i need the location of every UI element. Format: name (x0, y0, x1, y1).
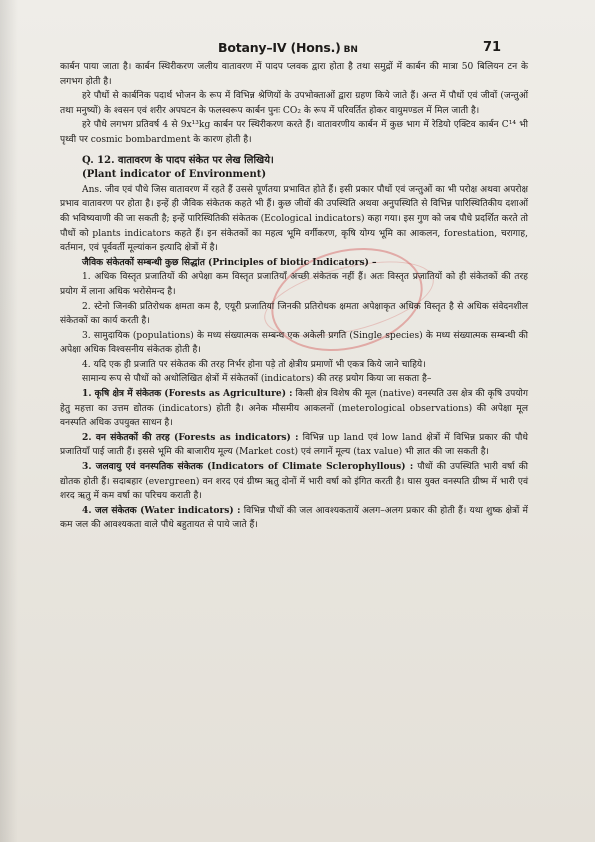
running-head-title: Botany–IV (Hons.) (218, 40, 341, 55)
paragraph: सामान्य रूप से पौधों को अधोलिखित क्षेत्रों में संकेतकों (indicators) की तरह प्रयोग किया जा सकता है– (82, 374, 432, 385)
indicator-heading: 1. कृषि क्षेत्र में संकेतक (Forests as Agriculture) : (82, 388, 293, 400)
indicator-item (60, 460, 528, 504)
indicator-text: विभिन्न पौधों की जल आवश्यकतायें अलग–अलग प्रकार की होती हैं। यथा शुष्क क्षेत्रों में कम जल की आवश्यकता वाले पौधे बहुतायत से पाये जाते हैं। (60, 505, 528, 531)
paragraph: हरे पौधों से कार्बनिक पदार्थ भोजन के रूप में विभिन्न श्रेणियों के उपभोक्ताओं द्वारा ग्रहण किये जाते हैं। अन्त में पौधों एवं जीवों (जन्तुओं तथा मनुष्यों) के श्वसन एवं शरीर अपघटन के फलस्वरूप कार्बन पुनः CO₂ के रूप में परिवर्तित होकर वायुमण्डल में मिल जाती है। (60, 91, 528, 116)
principle-item: 3. सामुदायिक (populations) के मध्य संख्यात्मक सम्बन्ध एक अकेली प्रगति (Single species) के मध्य संख्यात्मक सम्बन्धी की अपेक्षा अधिक विश्वसनीय संकेतक होती है। (60, 330, 528, 356)
paragraph: कार्बन पाया जाता है। कार्बन स्थिरीकरण जलीय वातावरण में पादप प्लवक द्वारा होता है तथा समुद्रों में कार्बन की मात्रा 50 बिलियन टन के लगभग होती है। (60, 62, 528, 87)
principle-item: 4. यदि एक ही प्रजाति पर संकेतक की तरह निर्भर होना पड़े तो क्षेत्रीय प्रमाणों भी एकत्र किये जाने चाहिये। (82, 359, 426, 370)
principles-heading: जैविक संकेतकों सम्बन्धी कुछ सिद्धांत (Principles of biotic Indicators) – (82, 256, 377, 268)
page-body (60, 60, 528, 533)
page-number: 71 (483, 40, 502, 55)
question-subheading: (Plant indicator of Environment) (82, 169, 267, 181)
page-edge-shadow (0, 0, 18, 842)
page-header (0, 38, 595, 60)
principle-item: 1. अधिक विस्तृत प्रजातियों की अपेक्षा कम विस्तृत प्रजातियाँ अच्छी संकेतक नहीं हैं। अतः विस्तृत प्रजातियों को ही संकेतकों की तरह प्रयोग में लाना अधिक भरोसेमन्द है। (60, 272, 528, 297)
indicator-heading: 4. जल संकेतक (Water indicators) : (82, 504, 241, 516)
indicator-heading: 2. वन संकेतकों की तरह (Forests as indicators) : (82, 431, 299, 443)
question-heading: Q. 12. वातावरण के पादप संकेत पर लेख लिखिये। (82, 154, 274, 166)
indicator-text: विभिन्न up land एवं low land क्षेत्रों में विभिन्न प्रकार की पौधे प्रजातियाँ पाई जाती हैं। इससे भूमि की बाजारीय मूल्य (Market cost) एवं लगानें मूल्य (tax value) भी ज्ञात की जा सकती है। (60, 432, 528, 458)
indicator-item (60, 387, 528, 431)
principle-item: 2. स्टेनो जिनकी प्रतिरोधक क्षमता कम है, एयूरी प्रजातियां जिनकी प्रतिरोधक क्षमता अपेक्षाकृत अधिक विस्तृत है से अधिक संवेदनशील संकेतकों का कार्य करती है। (60, 301, 528, 327)
running-head (218, 40, 358, 55)
running-head-suffix: BN (343, 45, 358, 55)
answer-paragraph: Ans. जीव एवं पौधे जिस वातावरण में रहते हैं उससे पूर्णतया प्रभावित होते हैं। इसी प्रकार पौधों एवं जन्तुओं का भी परोक्ष अथवा अपरोक्ष प्रभाव वातावरण पर होता है। इन्हें ही जैविक संकेतक कहते भी हैं। कुछ जीवों की उपस्थिति अथवा अनुपस्थिति से विभिन्न पारिस्थितिकीय दशाओं की भविष्यवाणी की जा सकती है; इन्हें पारिस्थितिकी संकेतक (Ecological indicators) कहा गया। इस गुण को जब पौधे प्रदर्शित करते तो पौधों को plants indicators कहते हैं। इन संकेतकों का महत्व भूमि वर्गीकरण, कृषि योग्य भूमि का आकलन, forestation, चरागाह, वर्तमान, एवं पूर्ववर्ती मूल्यांकन इत्यादि क्षेत्रों में है। (60, 184, 528, 254)
indicator-text: किसी क्षेत्र विशेष की मूल (native) वनस्पति उस क्षेत्र की कृषि उपयोग हेतु महत्ता का उत्तम द्योतक (indicators) होती है। अनेक मौसमीय आकलनों (meterological observations) की अपेक्षा मूल वनस्पति अधिक उपयुक्त साधन है। (60, 389, 528, 429)
indicator-heading: 3. जलवायु एवं वनस्पतिक संकेतक (Indicators of Climate Sclerophyllous) : (82, 461, 414, 473)
indicator-item (60, 431, 528, 460)
indicator-item (60, 504, 528, 533)
indicator-text: पौधों की उपस्थिति भारी वर्षा की द्योतक होती हैं। सदाबहार (evergreen) वन शरद एवं ग्रीष्म ऋतु दोनों में भारी वर्षा को इंगित करती है। घास युक्त वनस्पति ग्रीष्म में भारी एवं शरद ऋतु में कम वर्षा का परिचय कराती है। (60, 462, 528, 502)
paragraph: हरे पौधे लगभग प्रतिवर्ष 4 से 9x¹³kg कार्बन पर स्थिरीकरण करते हैं। वातावरणीय कार्बन में कुछ भाग में रेडियो एक्टिव कार्बन C¹⁴ भी पृथ्वी पर cosmic bombardment के कारण होती है। (60, 120, 528, 145)
